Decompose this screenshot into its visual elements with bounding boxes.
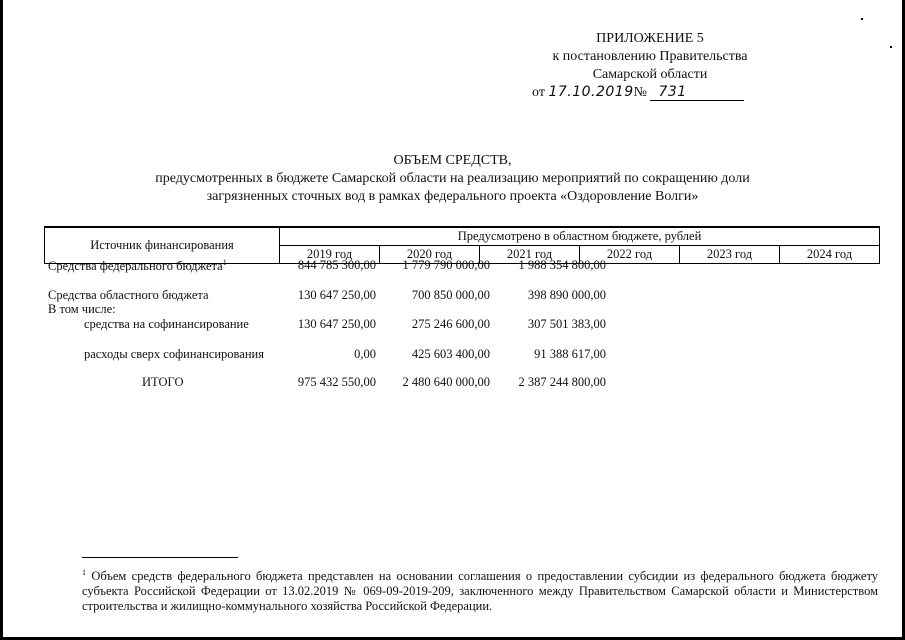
value-2020: 2 480 640 000,00	[402, 375, 490, 389]
title-line-1: ОБЪЕМ СРЕДСТВ,	[393, 153, 512, 168]
date-prefix: от	[532, 85, 545, 100]
footnote-text: Объем средств федерального бюджета представлен на основании соглашения о предоставлении субсидии из федерального бюджета бюджету субъекта Российской Федерации от 13.02.2019 № 069-09-2019-209, заключенного между Правительством Самарской области и Министерством строительства и жилищно-коммунального хозяйства Российской Федерации.	[82, 569, 879, 614]
footnote-divider	[82, 557, 238, 558]
row-label: Средства областного бюджета	[48, 288, 209, 302]
year-header: 2020 год	[380, 246, 480, 264]
row-label: Средства федерального бюджета$^1$	[48, 258, 227, 274]
year-header: 2021 год	[480, 246, 580, 264]
value-2021: 398 890 000,00	[527, 288, 606, 302]
row-label-total: ИТОГО	[142, 375, 184, 389]
scan-speck	[861, 18, 863, 20]
value-2019: 975 432 550,00	[297, 375, 376, 389]
year-header: 2024 год	[780, 246, 880, 264]
handwritten-number: 731	[650, 84, 744, 101]
appendix-line-3: Самарской области	[592, 67, 708, 82]
footnote-mark: 1	[82, 568, 86, 577]
value-2019: 844 785 300,00	[297, 258, 376, 272]
scan-speck	[890, 46, 892, 48]
value-2020: 275 246 600,00	[411, 317, 490, 331]
appendix-title: ПРИЛОЖЕНИЕ 5	[596, 31, 704, 46]
handwritten-date: 17.10.2019	[548, 84, 634, 100]
year-header: 2022 год	[580, 246, 680, 264]
row-label: расходы сверх софинансирования	[84, 347, 264, 361]
value-2019: 130 647 250,00	[297, 317, 376, 331]
value-2020: 700 850 000,00	[411, 288, 490, 302]
source-header: Источник финансирования	[45, 227, 280, 264]
appendix-line-2: к постановлению Правительства	[552, 49, 748, 64]
number-prefix: №	[633, 85, 647, 100]
value-2020: 425 603 400,00	[411, 347, 490, 361]
value-2021: 91 388 617,00	[534, 347, 606, 361]
document-title	[0, 152, 905, 206]
footnote	[82, 565, 878, 614]
year-header: 2019 год	[280, 246, 380, 264]
row-label: средства на софинансирование	[84, 317, 249, 331]
value-2020: 1 779 790 000,00	[402, 258, 490, 272]
group-header: Предусмотрено в областном бюджете, рублей	[280, 227, 880, 246]
value-2019: 0,00	[354, 347, 376, 361]
value-2021: 2 387 244 800,00	[518, 375, 606, 389]
value-2021: 307 501 383,00	[527, 317, 606, 331]
appendix-dateline	[532, 84, 744, 101]
row-label: В том числе:	[48, 302, 116, 316]
value-2019: 130 647 250,00	[297, 288, 376, 302]
title-line-2: предусмотренных в бюджете Самарской области на реализацию мероприятий по сокращению доли	[155, 171, 750, 186]
value-2021: 1 988 354 800,00	[518, 258, 606, 272]
year-header: 2023 год	[680, 246, 780, 264]
title-line-3: загрязненных сточных вод в рамках федерального проекта «Оздоровление Волги»	[206, 189, 699, 204]
appendix-header	[520, 30, 780, 84]
